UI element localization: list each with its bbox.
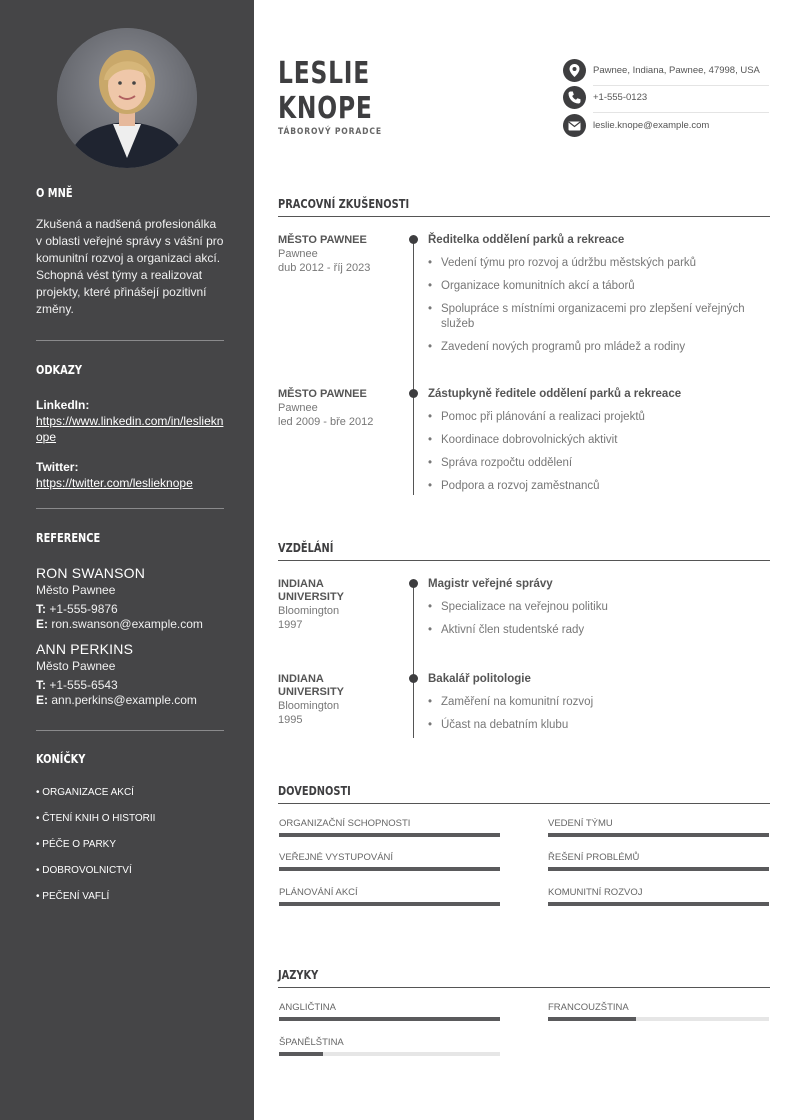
reference-org: Město Pawnee xyxy=(36,659,116,673)
language-label: ANGLIČTINA xyxy=(279,1002,337,1013)
skill-bar xyxy=(548,833,769,837)
reference-name: ANN PERKINS xyxy=(36,641,134,657)
school: INDIANA UNIVERSITY xyxy=(278,673,345,698)
sidebar xyxy=(0,0,254,1120)
skill-label: VEDENÍ TÝMU xyxy=(548,818,613,829)
year: 1995 xyxy=(278,714,303,726)
address-text: Pawnee, Indiana, Pawnee, 47998, USA xyxy=(593,65,760,76)
divider xyxy=(36,340,224,341)
section-rule xyxy=(278,803,770,804)
study-item: • Zaměření na komunitní rozvoj xyxy=(428,695,768,710)
duty-item: • Podpora a rozvoj zaměstnanců xyxy=(428,479,768,494)
link-label: LinkedIn: xyxy=(36,398,90,412)
email-label: E: xyxy=(36,693,48,707)
phone-text: +1-555-0123 xyxy=(593,92,648,103)
duty-item: • Zavedení nových programů pro mládež a rodiny xyxy=(428,340,768,355)
skill-item xyxy=(279,852,500,871)
reference-email xyxy=(36,617,224,631)
contact-address xyxy=(563,59,769,86)
language-item xyxy=(279,1002,500,1021)
language-bar xyxy=(279,1052,500,1056)
skill-bar-fill xyxy=(279,902,500,906)
skill-item xyxy=(548,887,769,906)
education-timeline xyxy=(413,584,414,738)
skill-bar xyxy=(279,833,500,837)
experience-detail xyxy=(428,387,768,502)
skill-bar-fill xyxy=(548,902,769,906)
section-rule xyxy=(278,987,770,988)
experience-title: PRACOVNÍ ZKUŠENOSTI xyxy=(278,197,410,211)
references-section xyxy=(36,531,224,707)
skill-bar xyxy=(548,867,769,871)
phone-label: T: xyxy=(36,678,46,692)
skill-item xyxy=(548,818,769,837)
hobby-item: • PÉČE O PARKY xyxy=(36,839,117,850)
skill-bar-fill xyxy=(279,867,500,871)
employer: MĚSTO PAWNEE xyxy=(278,234,367,246)
hobbies-list xyxy=(36,786,224,916)
language-bar-fill xyxy=(279,1052,323,1056)
twitter-link[interactable]: https://twitter.com/leslieknope xyxy=(36,476,193,490)
education-meta xyxy=(278,673,388,727)
languages-title: JAZYKY xyxy=(278,968,319,982)
divider xyxy=(36,508,224,509)
duty-item: • Organizace komunitních akcí a táborů xyxy=(428,279,768,294)
language-bar-fill xyxy=(548,1017,636,1021)
phone-label: T: xyxy=(36,602,46,616)
school: INDIANA UNIVERSITY xyxy=(278,578,345,603)
reference-org: Město Pawnee xyxy=(36,583,116,597)
about-text: Zkušená a nadšená profesionálka v oblasti veřejné správy s vášní pro komunitní rozvoj a organizaci akcí. Schopná vést týmy a realizovat projekty, které přinášejí pozitivní změny. xyxy=(36,217,224,316)
profile-photo xyxy=(57,28,197,168)
links-section xyxy=(36,363,224,491)
skills-title: DOVEDNOSTI xyxy=(278,784,351,798)
timeline-dot xyxy=(409,389,418,398)
dates: led 2009 - bře 2012 xyxy=(278,416,374,428)
skill-bar xyxy=(279,867,500,871)
duty-item: • Spolupráce s místními organizacemi pro zlepšení veřejných služeb xyxy=(428,302,768,332)
language-item xyxy=(279,1037,500,1056)
envelope-icon xyxy=(563,114,586,137)
duty-list xyxy=(428,410,768,494)
education-detail xyxy=(428,577,768,646)
reference-phone xyxy=(36,678,224,692)
first-name: LESLIE xyxy=(278,56,371,91)
duty-item: • Koordinace dobrovolnických aktivit xyxy=(428,433,768,448)
skill-bar-fill xyxy=(279,833,500,837)
about-title: O MNĚ xyxy=(36,186,73,200)
reference-email xyxy=(36,693,224,707)
degree: Magistr veřejné správy xyxy=(428,578,553,590)
timeline-dot xyxy=(409,674,418,683)
language-item xyxy=(548,1002,769,1021)
language-label: FRANCOUZŠTINA xyxy=(548,1002,629,1013)
hobby-item: • ORGANIZACE AKCÍ xyxy=(36,787,134,798)
skill-bar-fill xyxy=(548,833,769,837)
duty-item: • Správa rozpočtu oddělení xyxy=(428,456,768,471)
contact-email xyxy=(563,114,769,141)
link-linkedin xyxy=(36,398,224,445)
link-label: Twitter: xyxy=(36,460,79,474)
contact-phone xyxy=(563,86,769,113)
links-title: ODKAZY xyxy=(36,363,83,377)
reference-phone xyxy=(36,602,224,616)
last-name: KNOPE xyxy=(278,91,373,126)
study-item: • Účast na debatním klubu xyxy=(428,718,768,733)
timeline-dot xyxy=(409,579,418,588)
divider xyxy=(593,112,769,113)
education-detail xyxy=(428,672,768,741)
degree: Bakalář politologie xyxy=(428,673,531,685)
hobby-item: • DOBROVOLNICTVÍ xyxy=(36,865,132,876)
email-value: ann.perkins@example.com xyxy=(51,693,197,707)
reference-item xyxy=(36,565,224,631)
skill-bar xyxy=(548,902,769,906)
job-role: Zástupkyně ředitele oddělení parků a rekreace xyxy=(428,388,682,400)
section-rule xyxy=(278,216,770,217)
skill-item xyxy=(279,887,500,906)
hobbies-title: KONÍČKY xyxy=(36,752,86,766)
location: Bloomington xyxy=(278,700,340,712)
timeline-dot xyxy=(409,235,418,244)
phone-icon xyxy=(563,86,586,109)
link-twitter xyxy=(36,460,224,491)
skill-item xyxy=(279,818,500,837)
email-value: ron.swanson@example.com xyxy=(51,617,203,631)
experience-meta xyxy=(278,388,403,429)
hobbies-section xyxy=(36,752,224,916)
about-section xyxy=(36,186,224,318)
phone-value: +1-555-6543 xyxy=(49,678,118,692)
dates: dub 2012 - říj 2023 xyxy=(278,262,371,274)
skill-label: PLÁNOVÁNÍ AKCÍ xyxy=(279,887,358,898)
job-title: TÁBOROVÝ PORADCE xyxy=(278,127,382,137)
study-item: • Specializace na veřejnou politiku xyxy=(428,600,768,615)
skill-label: ORGANIZAČNÍ SCHOPNOSTI xyxy=(279,818,411,829)
duty-item: • Vedení týmu pro rozvoj a údržbu městských parků xyxy=(428,256,768,271)
language-bar xyxy=(279,1017,500,1021)
reference-item xyxy=(36,641,224,707)
study-list xyxy=(428,600,768,638)
duty-item: • Pomoc při plánování a realizaci projektů xyxy=(428,410,768,425)
phone-value: +1-555-9876 xyxy=(49,602,118,616)
hobby-item: • PEČENÍ VAFLÍ xyxy=(36,891,110,902)
location: Pawnee xyxy=(278,248,318,260)
location-pin-icon xyxy=(563,59,586,82)
location: Pawnee xyxy=(278,402,318,414)
email-text: leslie.knope@example.com xyxy=(593,120,710,131)
language-bar-fill xyxy=(279,1017,500,1021)
skill-label: KOMUNITNÍ ROZVOJ xyxy=(548,887,643,898)
reference-name: RON SWANSON xyxy=(36,565,146,581)
skill-label: VEŘEJNÉ VYSTUPOVÁNÍ xyxy=(279,852,394,863)
job-role: Ředitelka oddělení parků a rekreace xyxy=(428,234,625,246)
hobby-item: • ČTENÍ KNIH O HISTORII xyxy=(36,813,156,824)
skill-item xyxy=(548,852,769,871)
education-meta xyxy=(278,578,388,632)
experience-timeline xyxy=(413,240,414,495)
references-title: REFERENCE xyxy=(36,531,101,545)
study-list xyxy=(428,695,768,733)
study-item: • Aktivní člen studentské rady xyxy=(428,623,768,638)
language-label: ŠPANĚLŠTINA xyxy=(279,1037,344,1048)
skill-label: ŘEŠENÍ PROBLÉMŮ xyxy=(548,852,640,863)
skill-bar-fill xyxy=(548,867,769,871)
language-bar xyxy=(548,1017,769,1021)
education-title: VZDĚLÁNÍ xyxy=(278,541,334,555)
full-name xyxy=(278,56,373,126)
experience-meta xyxy=(278,234,403,275)
duty-list xyxy=(428,256,768,355)
email-label: E: xyxy=(36,617,48,631)
experience-detail xyxy=(428,233,768,363)
employer: MĚSTO PAWNEE xyxy=(278,388,367,400)
year: 1997 xyxy=(278,619,303,631)
skill-bar xyxy=(279,902,500,906)
section-rule xyxy=(278,560,770,561)
divider xyxy=(36,730,224,731)
linkedin-link[interactable]: https://www.linkedin.com/in/leslieknope xyxy=(36,414,224,444)
location: Bloomington xyxy=(278,605,340,617)
